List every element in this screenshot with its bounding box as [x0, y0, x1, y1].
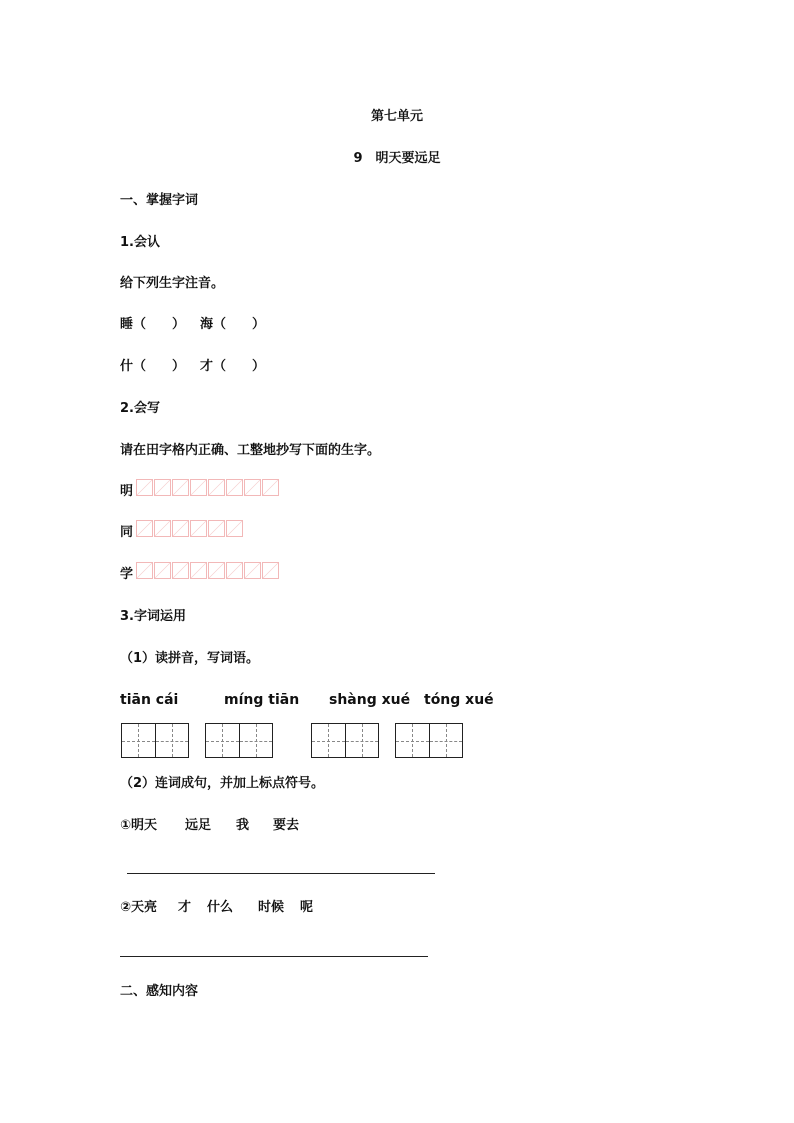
sentence2-word: 什么 — [207, 900, 234, 915]
section2-heading: 二、感知内容 — [120, 984, 199, 999]
part1-heading: （1）读拼音，写词语。 — [120, 651, 260, 666]
sub1-heading: 1.会认 — [120, 235, 160, 250]
sentence2-word: 时候 — [258, 900, 285, 915]
sentence2-word: 才 — [178, 900, 192, 915]
lesson-title: 9 明天要远足 — [353, 151, 441, 166]
part2-heading: （2）连词成句，并加上标点符号。 — [120, 776, 325, 791]
sentence1-word: ①明天 — [120, 818, 158, 833]
sub3-heading: 3.字词运用 — [120, 609, 186, 624]
practice-grid-ming[interactable] — [136, 479, 280, 497]
phonetic-item-sleep: 睡（ ） — [120, 317, 186, 332]
pinyin-mingtian: míng tiān — [224, 692, 300, 708]
answer-line-1[interactable] — [127, 873, 435, 874]
practice-char-xue: 学 — [120, 567, 134, 582]
sub2-heading: 2.会写 — [120, 401, 160, 416]
sub2-instruction: 请在田字格内正确、工整地抄写下面的生字。 — [120, 443, 381, 458]
unit-title: 第七单元 — [370, 109, 423, 124]
practice-grid-tong[interactable] — [136, 520, 244, 538]
phonetic-item-what: 什（ ） — [120, 359, 186, 374]
answer-grid-mingtian[interactable] — [205, 723, 273, 758]
sentence1-word: 远足 — [185, 818, 212, 833]
answer-line-2[interactable] — [120, 956, 428, 957]
sentence2-word: 呢 — [300, 900, 314, 915]
sentence2-word: ②天亮 — [120, 900, 158, 915]
pinyin-tiancai: tiān cái — [120, 692, 179, 708]
pinyin-shangxue: shàng xué — [329, 692, 411, 708]
practice-grid-xue[interactable] — [136, 562, 280, 580]
answer-grid-shangxue[interactable] — [311, 723, 379, 758]
answer-grid-tiancai[interactable] — [121, 723, 189, 758]
pinyin-tongxue: tóng xué — [424, 692, 494, 708]
practice-char-ming: 明 — [120, 484, 134, 499]
sub1-instruction: 给下列生字注音。 — [120, 276, 225, 291]
practice-char-tong: 同 — [120, 525, 134, 540]
sentence1-word: 要去 — [273, 818, 300, 833]
phonetic-item-sea: 海（ ） — [200, 317, 266, 332]
answer-grid-tongxue[interactable] — [395, 723, 463, 758]
section1-heading: 一、掌握字词 — [120, 193, 199, 208]
sentence1-word: 我 — [236, 818, 250, 833]
phonetic-item-only: 才（ ） — [200, 359, 266, 374]
